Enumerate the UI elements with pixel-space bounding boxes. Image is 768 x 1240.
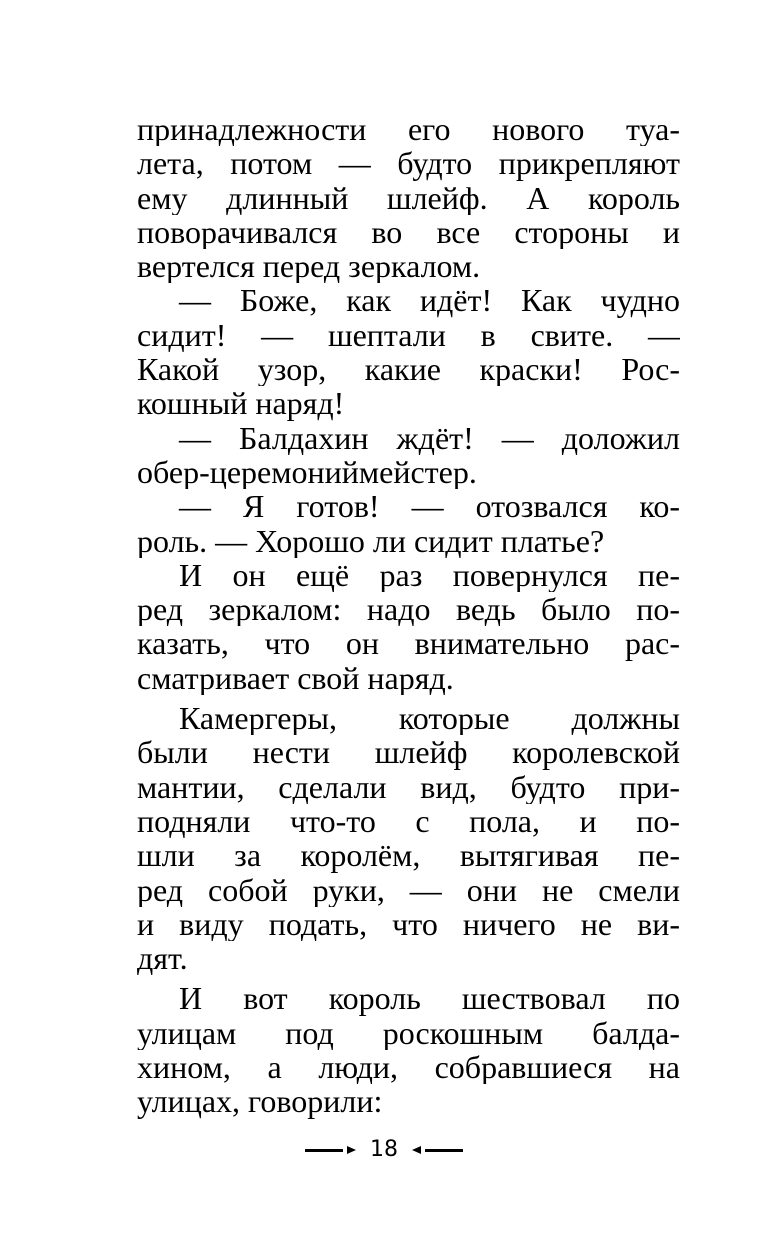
- text-line: Камергеры, которые должны: [179, 701, 680, 736]
- text-line: улицах, говорили:: [137, 1084, 383, 1119]
- right-arrow-icon: [347, 1146, 356, 1154]
- body-text: [137, 112, 680, 1119]
- text-line: казать, что он внимательно рас-: [137, 626, 680, 661]
- text-line: И вот король шествовал по: [179, 981, 680, 1016]
- footer-rule-left: [305, 1149, 343, 1152]
- text-line: были нести шлейф королевской: [137, 735, 680, 770]
- text-line: ему длинный шлейф. А король: [137, 180, 680, 215]
- page-footer: [0, 1130, 768, 1170]
- text-line: вертелся перед зеркалом.: [137, 249, 481, 284]
- text-line: шли за королём, вытягивая пе-: [137, 838, 680, 873]
- text-line: дят.: [137, 941, 188, 976]
- text-line: поворачивался во все стороны и: [137, 214, 680, 250]
- text-line: подняли что-то с пола, и по-: [137, 803, 680, 839]
- text-line: хином, а люди, собравшиеся на: [137, 1050, 680, 1085]
- text-line: ред зеркалом: надо ведь было по-: [137, 592, 680, 627]
- text-line: сматривает свой наряд.: [137, 660, 454, 696]
- text-line: кошный наряд!: [137, 386, 345, 421]
- text-line: сидит! — шептали в свите. —: [137, 317, 680, 353]
- text-line: ред собой руки, — они не смели: [137, 872, 680, 907]
- text-line: И он ещё раз повернулся пе-: [179, 557, 680, 593]
- text-line: — Я готов! — отозвался ко-: [179, 489, 680, 524]
- text-line: мантии, сделали вид, будто при-: [137, 769, 680, 804]
- text-line: — Боже, как идёт! Как чудно: [179, 283, 680, 318]
- text-line: улицам под роскошным балда-: [137, 1015, 680, 1051]
- text-line: обер-церемониймейстер.: [137, 454, 477, 490]
- text-line: роль. — Хорошо ли сидит платье?: [137, 523, 605, 558]
- footer-rule-right: [425, 1149, 463, 1152]
- page-number: 18: [370, 1137, 398, 1162]
- text-line: — Балдахин ждёт! — доложил: [179, 420, 680, 455]
- text-line: Какой узор, какие краски! Рос-: [137, 352, 680, 387]
- left-arrow-icon: [412, 1146, 421, 1154]
- text-line: принадлежности его нового туа-: [137, 112, 680, 147]
- text-line: и виду подать, что ничего не ви-: [137, 906, 680, 942]
- text-line: лета, потом — будто прикрепляют: [137, 146, 680, 181]
